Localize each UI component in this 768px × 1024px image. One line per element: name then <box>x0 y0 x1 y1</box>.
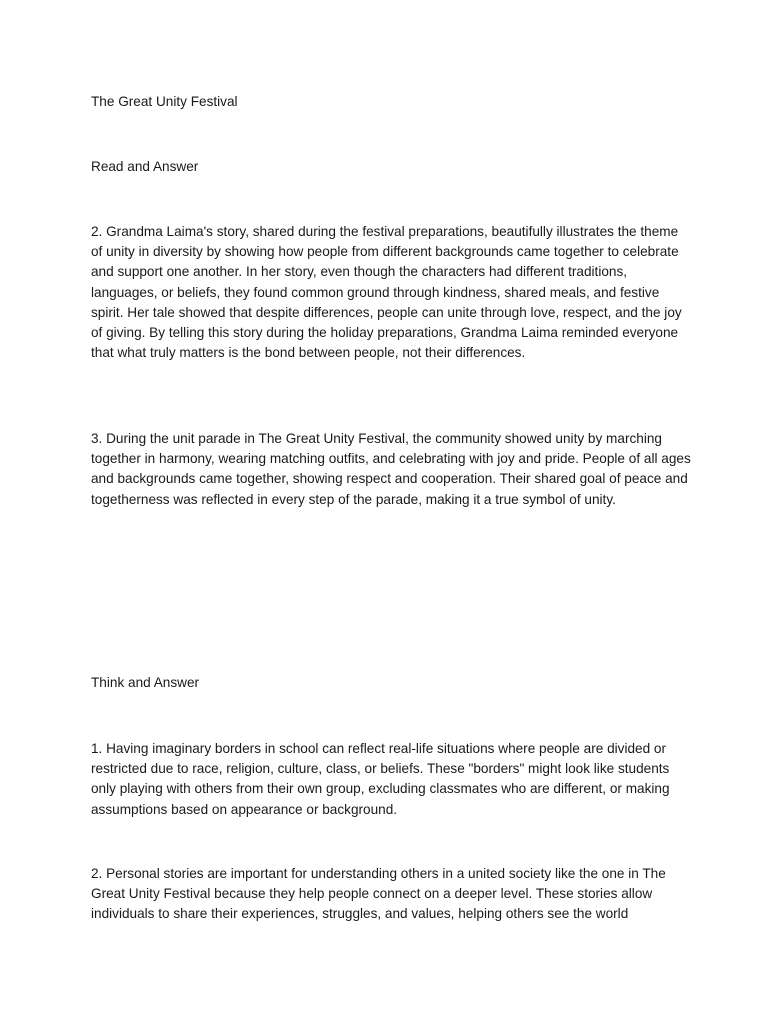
think-answer-2-paragraph: 2. Personal stories are important for understanding others in a united society like the one in The Great Unity Festival because they help people connect on a deeper level. These stories allow individuals to share their experiences, struggles, and values, helping others see the world <box>91 866 666 922</box>
think-answer-1-paragraph: 1. Having imaginary borders in school can reflect real-life situations where people are divided or restricted due to race, religion, culture, class, or beliefs. These "borders" might look like students only playing with others from their own group, excluding classmates who are different, or making assumptions based on appearance or background. <box>91 741 670 817</box>
read-answer-3-paragraph: 3. During the unit parade in The Great Unity Festival, the community showed unity by marching together in harmony, wearing matching outfits, and celebrating with joy and pride. People of all ages and backgrounds came together, showing respect and cooperation. Their shared goal of peace and togetherness was reflected in every step of the parade, making it a true symbol of unity. <box>91 431 691 507</box>
read-answer-2-paragraph: 2. Grandma Laima's story, shared during the festival preparations, beautifully illustrates the theme of unity in diversity by showing how people from different backgrounds came together to celebrate and support one another. In her story, even though the characters had different traditions, languages, or beliefs, they found common ground through kindness, shared meals, and festive spirit. Her tale showed that despite differences, people can unite through love, respect, and the joy of giving. By telling this story during the holiday preparations, Grandma Laima reminded everyone that what truly matters is the bond between people, not their differences. <box>91 224 682 361</box>
document-title: The Great Unity Festival <box>91 94 238 109</box>
think-and-answer-heading: Think and Answer <box>91 675 200 690</box>
read-and-answer-heading: Read and Answer <box>91 159 199 174</box>
